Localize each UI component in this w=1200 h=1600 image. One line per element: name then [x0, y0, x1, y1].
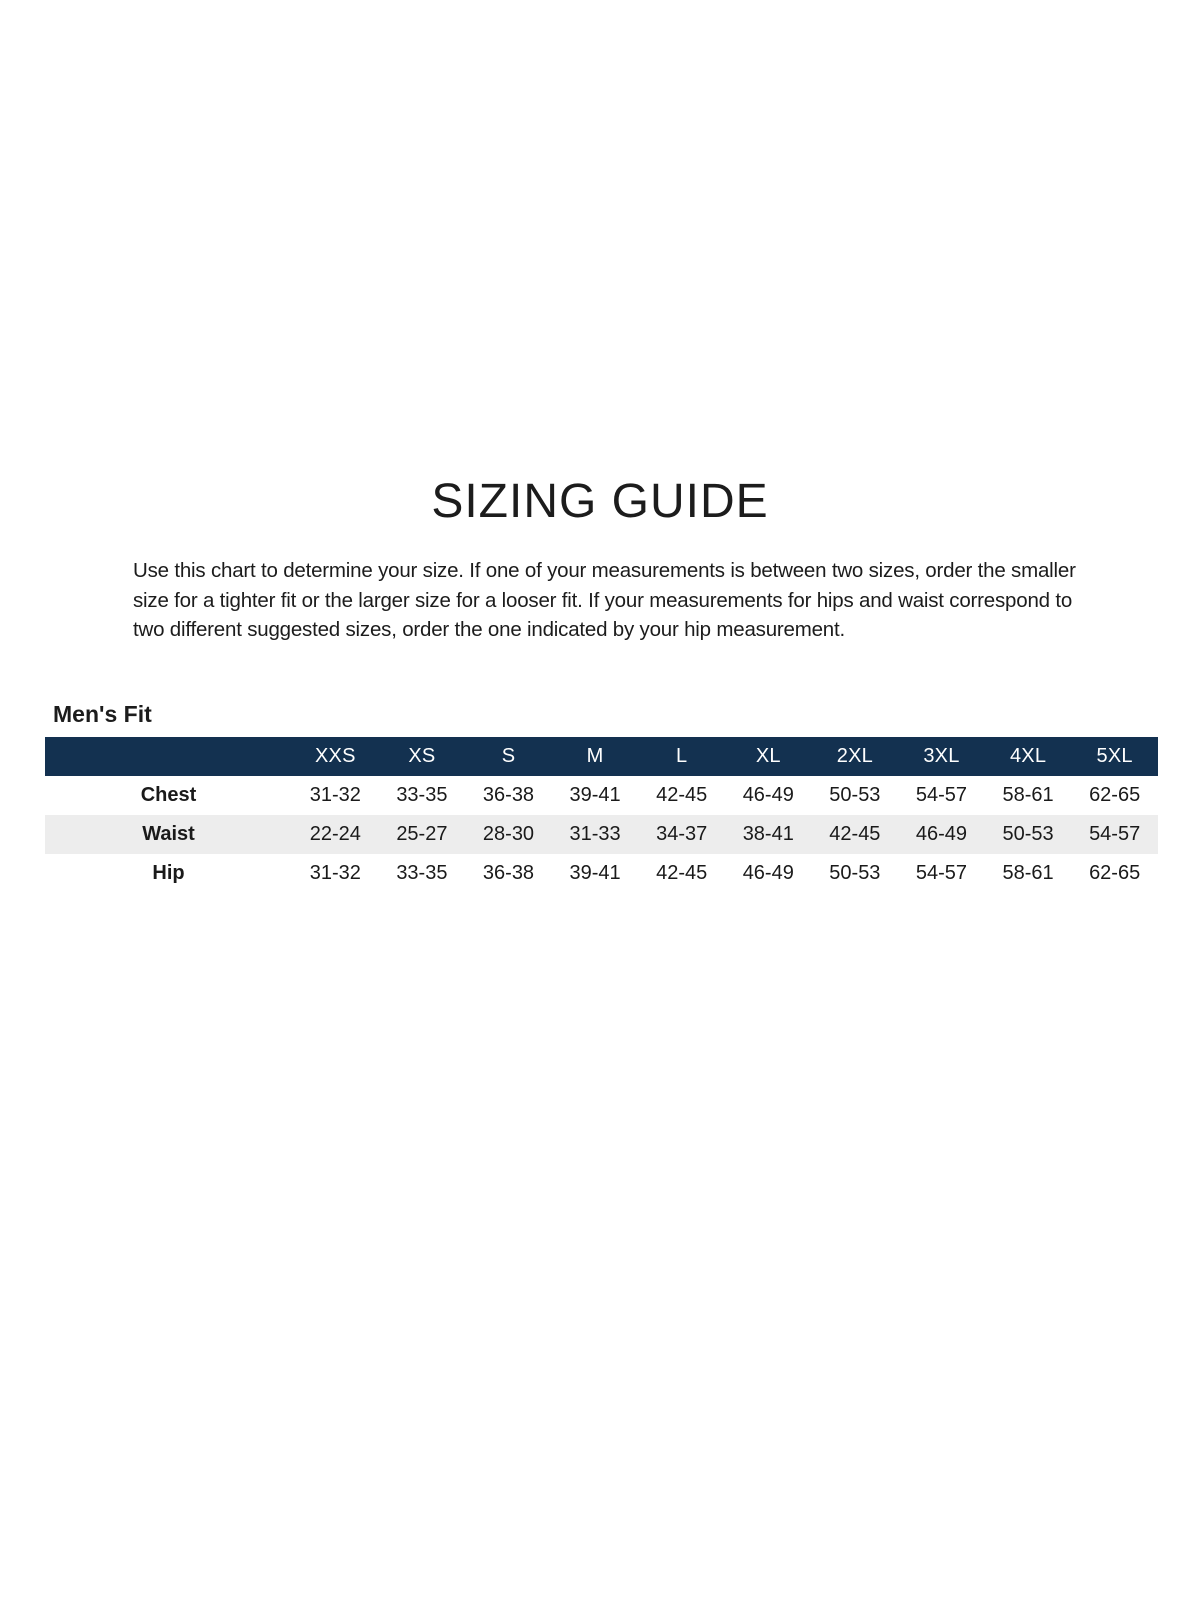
intro-paragraph	[133, 556, 1076, 645]
row-label: Chest	[140, 784, 197, 806]
table-row-waist	[45, 815, 1158, 854]
row-label: Hip	[152, 862, 185, 884]
intro-line: Use this chart to determine your size. If one of your measurements is between two sizes, order the smaller	[133, 559, 1076, 582]
measurement-cell: 62-65	[1089, 784, 1141, 806]
measurement-cell: 50-53	[829, 784, 881, 806]
measurement-cell: 58-61	[1002, 784, 1054, 806]
measurement-cell: 39-41	[569, 784, 621, 806]
header-cell-size: L	[676, 745, 688, 767]
measurement-cell: 50-53	[1002, 823, 1054, 845]
row-label: Waist	[142, 823, 195, 845]
table-row-chest	[45, 776, 1158, 815]
measurement-cell: 31-32	[309, 862, 361, 884]
size-table	[45, 737, 1158, 893]
measurement-cell: 36-38	[482, 862, 535, 884]
measurement-cell: 54-57	[915, 862, 968, 884]
measurement-cell: 42-45	[656, 862, 708, 884]
measurement-cell: 36-38	[482, 784, 535, 806]
header-cell-size: XXS	[314, 745, 356, 767]
measurement-cell: 46-49	[742, 784, 794, 806]
measurement-cell: 34-37	[656, 823, 708, 845]
table-row-hip	[45, 854, 1158, 893]
page-title: SIZING GUIDE	[431, 475, 769, 528]
measurement-cell: 50-53	[829, 862, 881, 884]
measurement-cell: 46-49	[742, 862, 794, 884]
measurement-cell: 39-41	[569, 862, 621, 884]
section-label-mens-fit: Men's Fit	[53, 701, 152, 727]
header-cell-size: S	[501, 745, 516, 767]
measurement-cell: 42-45	[829, 823, 881, 845]
measurement-cell: 28-30	[482, 823, 535, 845]
measurement-cell: 33-35	[396, 784, 448, 806]
measurement-cell: 31-32	[309, 784, 361, 806]
header-cell-size: XL	[755, 745, 781, 767]
measurement-cell: 54-57	[1089, 823, 1141, 845]
measurement-cell: 46-49	[915, 823, 968, 845]
table-header-row	[45, 737, 1158, 776]
measurement-cell: 33-35	[396, 862, 448, 884]
measurement-cell: 42-45	[656, 784, 708, 806]
measurement-cell: 58-61	[1002, 862, 1054, 884]
header-cell-size: M	[586, 745, 604, 767]
header-cell-size: 3XL	[923, 745, 960, 767]
measurement-cell: 62-65	[1089, 862, 1141, 884]
measurement-cell: 54-57	[915, 784, 968, 806]
intro-line: size for a tighter fit or the larger size for a looser fit. If your measurements for hips and waist correspond to	[133, 588, 1073, 612]
header-cell-size: XS	[408, 745, 436, 767]
header-cell-size: 4XL	[1009, 745, 1047, 767]
header-cell-size: 2XL	[836, 745, 873, 767]
header-cell-size: 5XL	[1096, 745, 1133, 767]
measurement-cell: 22-24	[309, 823, 361, 845]
measurement-cell: 31-33	[569, 823, 621, 845]
measurement-cell: 25-27	[396, 823, 448, 845]
intro-line: two different suggested sizes, order the one indicated by your hip measurement.	[133, 618, 845, 641]
measurement-cell: 38-41	[742, 823, 794, 845]
